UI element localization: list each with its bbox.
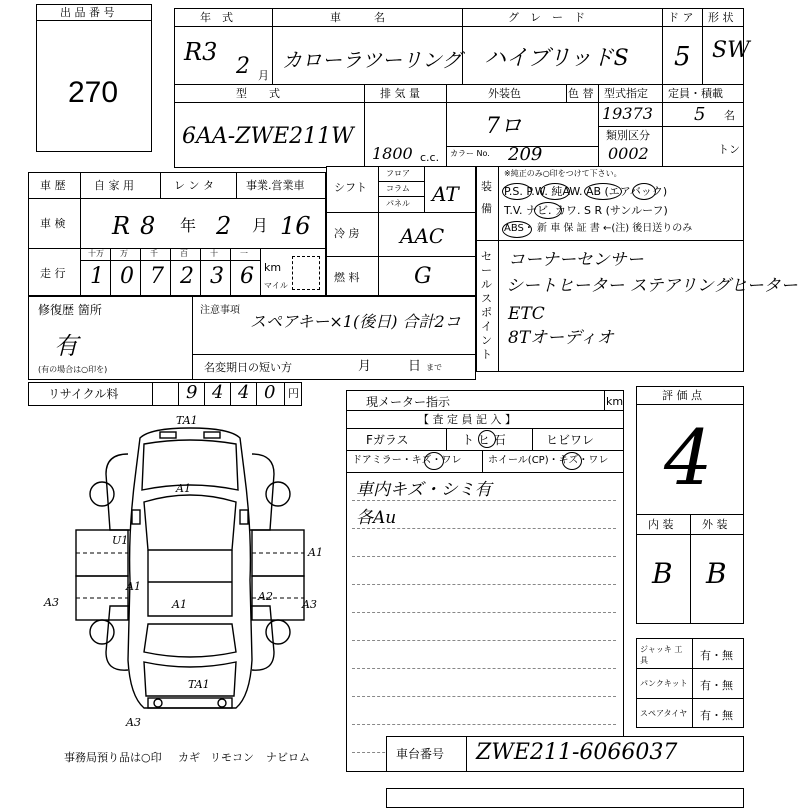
glass-chip-circle: [478, 430, 496, 448]
capacity-header: 定員・積載: [668, 87, 723, 100]
capacity-value: 5: [694, 104, 706, 125]
reg-month: 2: [236, 54, 250, 79]
lot-label: 出 品 番 号: [60, 6, 115, 19]
wheel-scratch-circle: [562, 452, 582, 470]
mark-right-a3: A3: [302, 598, 317, 611]
grade-value: ハイブリッドS: [484, 46, 629, 71]
recycle-label: リサイクル料: [48, 387, 119, 401]
equipment-line2: T.V. ナビ. カワ. S R (サンルーフ): [504, 204, 668, 217]
inspection-month-unit: 月: [252, 216, 269, 235]
bottom-table: [386, 788, 744, 808]
deadline-label: 名変期日の短い方: [204, 361, 292, 374]
mark-right-a2: A2: [258, 590, 273, 603]
displacement-value: 1800: [372, 144, 413, 163]
equipment-line3: ABS・ 新 車 保 証 書 ←(注) 後日送りのみ: [504, 223, 693, 234]
shape-value: SW: [712, 38, 750, 63]
color-no-label: カラー No.: [450, 149, 490, 158]
recycle-digit-1: 9: [186, 382, 198, 403]
car-name: カローラツーリング: [282, 48, 462, 72]
digit-1: 6: [240, 264, 254, 289]
km-label: km: [264, 261, 282, 274]
inspection-year: 8: [140, 212, 156, 240]
notes-value: スペアキー×1(後日) 合計2コ: [250, 312, 461, 331]
doors-header: ド ア: [668, 11, 694, 24]
grade-header: グ レ ー ド: [508, 11, 585, 24]
spare-label: スペアタイヤ: [640, 709, 688, 718]
mark-cabin-a1: A1: [172, 598, 187, 611]
digit-1k: 7: [150, 264, 164, 289]
ps-circle: [502, 183, 532, 200]
place-10k: 万: [120, 249, 128, 258]
mark-left-a3: A3: [44, 596, 59, 609]
fuel-value: G: [414, 264, 432, 289]
place-100: 百: [180, 249, 188, 258]
place-10: 十: [210, 249, 218, 258]
shape-header: 形 状: [708, 11, 734, 24]
equipment-line1: P.S. P.W. 純AW. AB (エアバック): [504, 185, 668, 198]
car-damage-diagram: [40, 410, 340, 740]
sales-point-4: 8Tオーディオ: [508, 328, 614, 348]
jack-yes-no: 有・無: [700, 649, 733, 662]
ac-value: AAC: [400, 224, 445, 248]
month-unit: 月: [258, 69, 269, 82]
sales-points-label: セールスポイント: [481, 250, 492, 361]
ac-label: 冷 房: [334, 227, 360, 240]
grade-score: 4: [664, 413, 713, 502]
mark-rear-ta1: TA1: [188, 678, 210, 691]
grade-label: 評 価 点: [662, 389, 702, 402]
remark-2: 各Au: [356, 508, 397, 528]
digit-100: 2: [180, 264, 194, 289]
color-change-header: 色 替: [568, 87, 594, 100]
inspection-month: 2: [216, 212, 232, 240]
color-header: 外装色: [488, 87, 521, 100]
office-key: カギ: [178, 751, 200, 764]
inspection-label: 車 検: [40, 217, 66, 230]
history-label: 車 歴: [40, 179, 66, 192]
model-spec-header: 型式指定: [604, 87, 648, 100]
history-rental: レ ン タ: [174, 179, 214, 192]
digit-100k: 1: [90, 264, 104, 289]
equipment-note: ※純正のみ○印をつけて下さい。: [504, 169, 622, 178]
shift-column: コラム: [386, 184, 410, 193]
glass-crack: ヒビワレ: [546, 433, 595, 447]
office-navi: ナビロム: [266, 751, 310, 764]
glass-label: Fガラス: [366, 433, 409, 447]
mark-hood-a1: A1: [176, 482, 191, 495]
interior-label: 内 装: [648, 518, 674, 531]
digit-10: 3: [210, 264, 224, 289]
puncture-yes-no: 有・無: [700, 679, 733, 692]
yen-label: 円: [288, 387, 299, 400]
place-1: 一: [240, 249, 248, 258]
era-year: R3: [184, 38, 218, 66]
remark-1: 車内キズ・シミ有: [356, 480, 492, 500]
sales-point-1: コーナーセンサー: [508, 250, 644, 270]
recycle-digit-4: 0: [264, 382, 276, 403]
class-label: 類別区分: [606, 129, 650, 142]
equipment-label: 装 備: [481, 180, 492, 215]
exterior-grade: B: [706, 557, 727, 590]
wheel-label: ホイール(CP)・キズ・ワレ: [488, 455, 609, 466]
notes-label: 注意事項: [200, 305, 240, 316]
recycle-digit-3: 4: [238, 382, 250, 403]
year-header: 年 式: [200, 11, 233, 24]
place-100k: 十万: [88, 249, 104, 258]
lot-number: 270: [68, 76, 119, 109]
cc-unit: c.c.: [420, 151, 440, 164]
spare-yes-no: 有・無: [700, 709, 733, 722]
jack-label: ジャッキ 工 具: [640, 645, 683, 665]
pw-circle: [540, 183, 570, 200]
model-header: 型 式: [236, 87, 280, 100]
chassis-label: 車台番号: [396, 747, 445, 761]
glass-options: ト ヒ 石: [462, 433, 506, 447]
shift-label: シフト: [334, 181, 367, 194]
capacity-unit: 名: [724, 109, 735, 122]
mark-left-u1: U1: [112, 534, 129, 547]
car-header: 車 名: [330, 11, 385, 24]
repair-value: 有: [54, 332, 78, 360]
mile-label: マイル: [264, 281, 288, 290]
deadline-day: 日: [408, 359, 422, 374]
ton-unit: トン: [718, 143, 740, 156]
aw-circle: [584, 183, 622, 200]
mark-right-a1: A1: [308, 546, 323, 559]
shift-floor: フロア: [386, 169, 410, 178]
navi-circle: [534, 202, 562, 219]
abs-circle: [502, 221, 532, 238]
meter-label: 現メーター指示: [366, 395, 451, 409]
fuel-label: 燃 料: [334, 271, 360, 284]
history-business: 事業.営業車: [246, 179, 305, 192]
mirror-label: ドアミラー・キズ・ワレ: [352, 455, 462, 466]
model-code: 6AA-ZWE211W: [182, 124, 354, 149]
sales-point-2: シートヒーター ステアリングヒーター: [506, 276, 798, 296]
inspector-label: 【 査 定 員 記 入 】: [418, 413, 516, 426]
mileage-label: 走 行: [40, 267, 66, 280]
inspection-day: 16: [280, 212, 311, 240]
chassis-number: ZWE211-6066037: [476, 740, 678, 765]
inspection-era: R: [112, 212, 131, 240]
place-1k: 千: [150, 249, 158, 258]
mirror-scratch-circle: [424, 452, 444, 470]
doors-value: 5: [674, 42, 691, 72]
history-private: 自 家 用: [94, 179, 134, 192]
ab-circle: [632, 183, 656, 200]
shift-panel: パネル: [386, 199, 410, 208]
mark-front-ta1: TA1: [176, 414, 198, 427]
color-no: 209: [508, 144, 543, 165]
meter-unit: km: [606, 395, 624, 408]
repair-note: (有の場合は○印を): [38, 365, 108, 374]
deadline-month: 月: [358, 359, 372, 374]
inspection-year-unit: 年: [180, 216, 197, 235]
deadline-until: まで: [426, 363, 442, 372]
class-no: 0002: [608, 144, 649, 163]
mark-rear-a3: A3: [126, 716, 141, 729]
recycle-digit-2: 4: [212, 382, 224, 403]
office-note: 事務局預り品は○印: [64, 751, 162, 764]
displacement-header: 排 気 量: [380, 87, 420, 100]
sales-point-3: ETC: [508, 304, 545, 324]
mileage-digits: [80, 248, 260, 296]
digit-10k: 0: [120, 264, 134, 289]
puncture-label: パンクキット: [640, 679, 688, 688]
interior-grade: B: [652, 557, 673, 590]
mile-checkbox: [292, 256, 320, 290]
repair-label: 修復歴 箇所: [38, 303, 102, 317]
shift-value: AT: [432, 182, 459, 206]
mark-left-a1: A1: [126, 580, 141, 593]
office-remote: リモコン: [210, 751, 254, 764]
spec-no: 19373: [602, 104, 653, 123]
exterior-label: 外 装: [702, 518, 728, 531]
repair-circle: [46, 330, 82, 362]
color-value: 7ロ: [486, 114, 522, 139]
